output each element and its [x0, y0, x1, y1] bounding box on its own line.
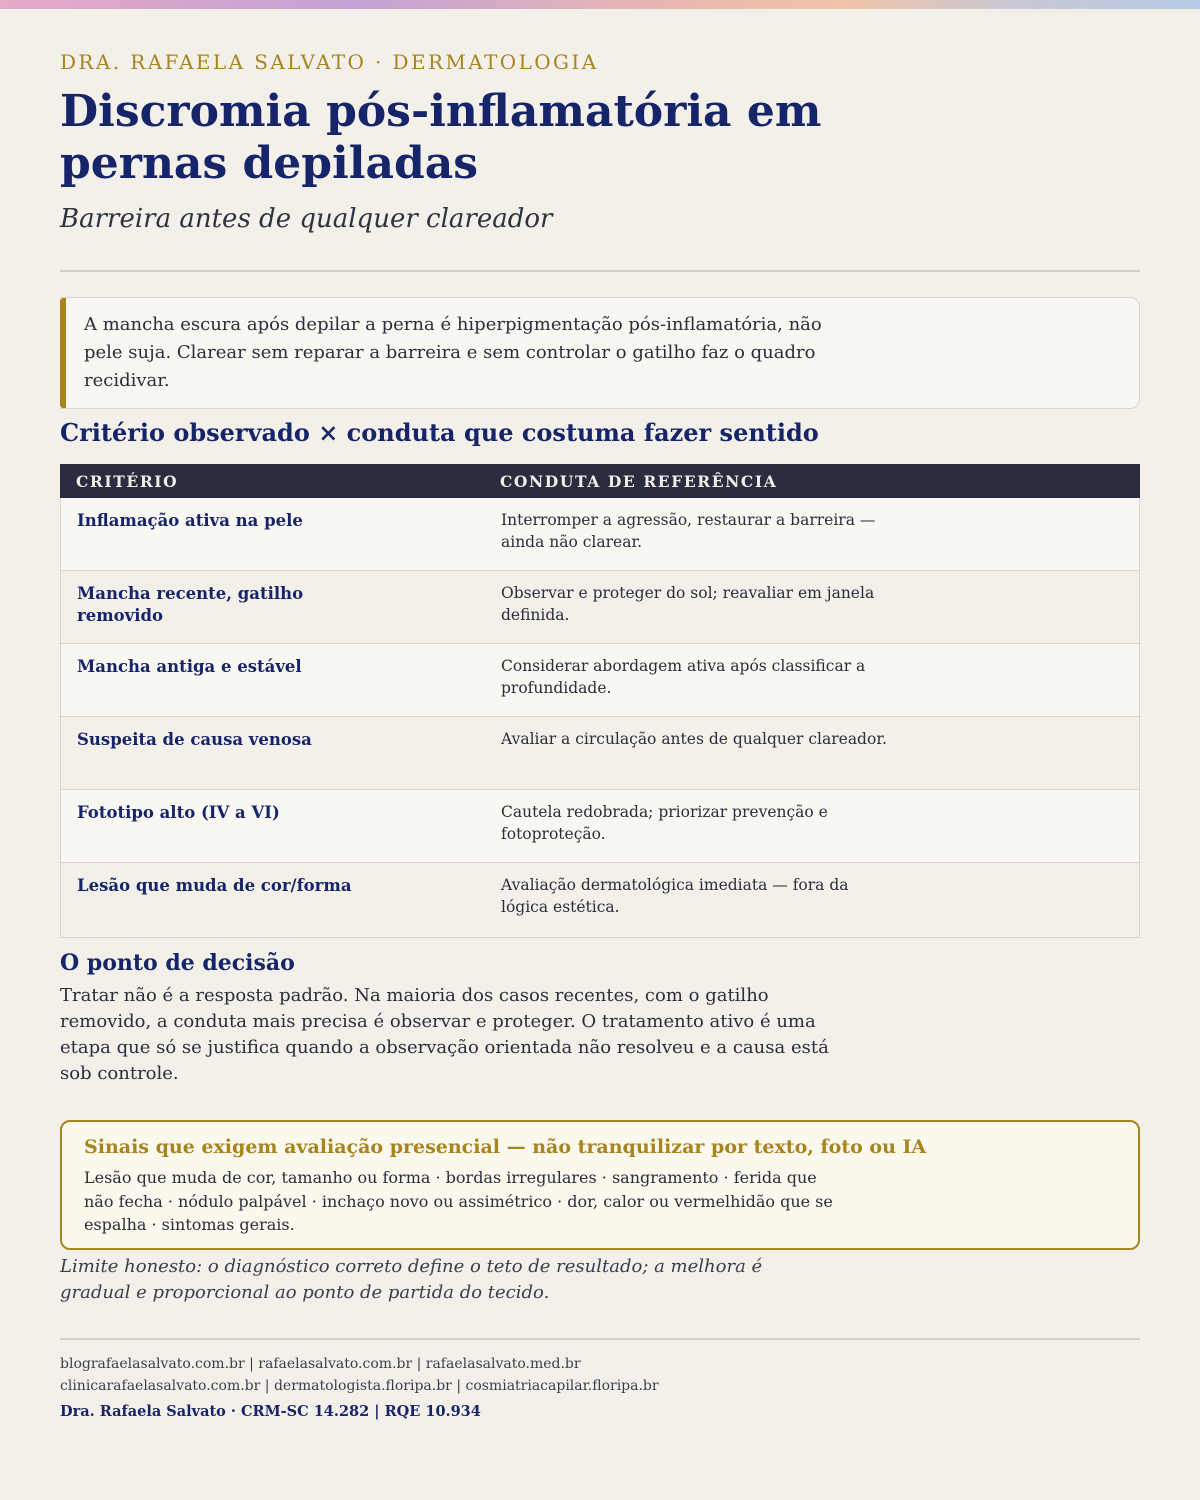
criterio-cell: Lesão que muda de cor/forma [77, 876, 352, 895]
header-divider [60, 270, 1140, 272]
column-header-conduta: CONDUTA DE REFERÊNCIA [500, 472, 778, 491]
conduta-cell: Avaliar a circulação antes de qualquer clareador. [501, 730, 887, 748]
criterio-cell: Fototipo alto (IV a VI) [77, 803, 280, 822]
warning-signs-box [60, 1120, 1140, 1250]
decision-text: Tratar não é a resposta padrão. Na maioria dos casos recentes, com o gatilho removido, a conduta mais precisa é observar e proteger. O tratamento ativo é uma etapa que só se justifica quando a observação orientada não resolveu e a causa está sob controle. [60, 985, 829, 1084]
footer-divider [60, 1338, 1140, 1340]
table-header [60, 464, 1140, 498]
intro-text: A mancha escura após depilar a perna é hiperpigmentação pós-inflamatória, não pele suja. Clarear sem reparar a barreira e sem controlar o gatilho faz o quadro recidivar. [84, 314, 822, 391]
footer-sites-line-1: blografaelasalvato.com.br | rafaelasalvato.com.br | rafaelasalvato.med.br [60, 1356, 581, 1372]
limit-note: Limite honesto: o diagnóstico correto define o teto de resultado; a melhora é gradual e proporcional ao ponto de partida do tecido. [60, 1256, 763, 1303]
criterio-cell: Suspeita de causa venosa [77, 730, 312, 749]
warning-signs-text: Lesão que muda de cor, tamanho ou forma · bordas irregulares · sangramento · ferida que não fecha · nódulo palpável · inchaço novo ou assimétrico · dor, calor ou vermelhidão que se espalha · sintomas gerais. [84, 1168, 833, 1234]
table-row [60, 571, 1140, 644]
table-heading: Critério observado × conduta que costuma fazer sentido [60, 418, 819, 447]
intro-accent-bar [60, 298, 66, 408]
column-header-criterio: CRITÉRIO [76, 472, 179, 491]
decision-heading: O ponto de decisão [60, 950, 295, 976]
conduta-cell: Interromper a agressão, restaurar a barreira — ainda não clarear. [501, 511, 876, 551]
conduta-cell: Avaliação dermatológica imediata — fora da lógica estética. [501, 876, 849, 916]
criterio-cell: Inflamação ativa na pele [77, 511, 303, 530]
footer-sites-line-2: clinicarafaelasalvato.com.br | dermatologista.floripa.br | cosmiatriacapilar.floripa.br [60, 1378, 659, 1394]
criteria-table [60, 464, 1140, 938]
table-row [60, 717, 1140, 790]
criterio-cell: Mancha recente, gatilho removido [77, 584, 304, 625]
conduta-cell: Cautela redobrada; priorizar prevenção e fotoproteção. [501, 803, 828, 843]
conduta-cell: Observar e proteger do sol; reavaliar em janela definida. [501, 584, 875, 624]
table-row [60, 498, 1140, 571]
criterio-cell: Mancha antiga e estável [77, 657, 302, 676]
page-title: Discromia pós-inflamatória em pernas depiladas [60, 86, 822, 189]
page-subtitle: Barreira antes de qualquer clareador [60, 204, 553, 234]
table-row [60, 790, 1140, 863]
intro-callout [60, 297, 1140, 409]
author-kicker: DRA. RAFAELA SALVATO · DERMATOLOGIA [60, 50, 599, 74]
warning-signs-title: Sinais que exigem avaliação presencial — não tranquilizar por texto, foto ou IA [84, 1136, 927, 1158]
footer-credentials: Dra. Rafaela Salvato · CRM-SC 14.282 | RQE 10.934 [60, 1403, 481, 1420]
conduta-cell: Considerar abordagem ativa após classificar a profundidade. [501, 657, 866, 697]
top-gradient-bar [0, 0, 1200, 9]
table-row [60, 863, 1140, 938]
table-row [60, 644, 1140, 717]
